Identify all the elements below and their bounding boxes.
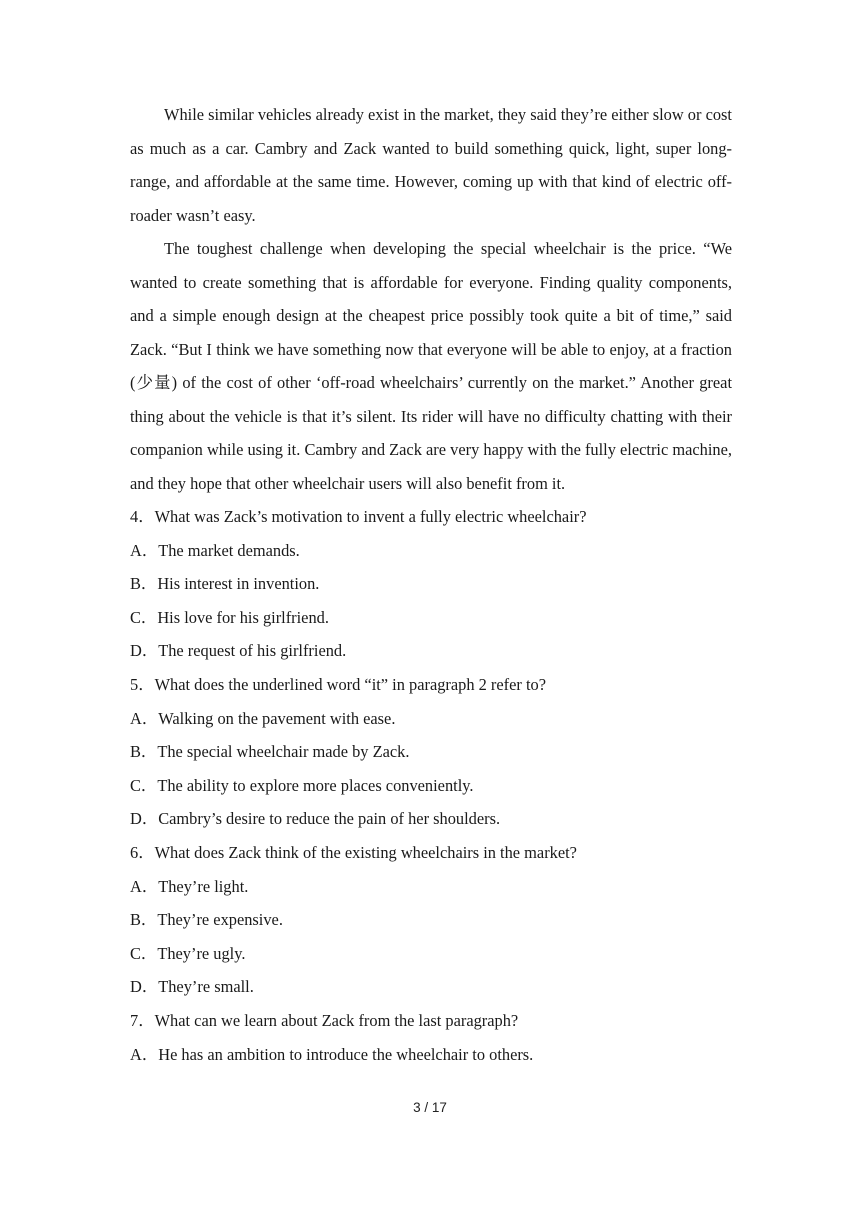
- answer-option: B．They’re expensive.: [130, 910, 283, 930]
- passage-paragraph: While similar vehicles already exist in the market, they said they’re either slow or cost as much as a car. Cambry and Zack wanted to build something quick, light, super long-range, and affordable at the same time. However, coming up with that kind of electric off-roader wasn’t easy.: [130, 105, 732, 225]
- answer-option: A．Walking on the pavement with ease.: [130, 708, 396, 728]
- question-6: [130, 836, 732, 1004]
- question-stem: 7．What can we learn about Zack from the last paragraph?: [130, 1010, 519, 1030]
- question-7: [130, 1004, 732, 1071]
- answer-option: B．His interest in invention.: [130, 574, 320, 594]
- answer-option: D．Cambry’s desire to reduce the pain of her shoulders.: [130, 809, 501, 829]
- answer-option: C．His love for his girlfriend.: [130, 607, 329, 627]
- answer-option: A．He has an ambition to introduce the wheelchair to others.: [130, 1044, 534, 1064]
- question-stem: 5．What does the underlined word “it” in paragraph 2 refer to?: [130, 674, 546, 694]
- answer-option: D．They’re small.: [130, 977, 254, 997]
- answer-option: A．They’re light.: [130, 876, 249, 896]
- question-5: [130, 668, 732, 836]
- answer-option: A．The market demands.: [130, 540, 300, 560]
- answer-option: C．The ability to explore more places conveniently.: [130, 775, 474, 795]
- passage-paragraph: The toughest challenge when developing the special wheelchair is the price. “We wanted to create something that is affordable for everyone. Finding quality components, and a simple enough design at the cheapest price possibly took quite a bit of time,” said Zack. “But I think we have something now that everyone will be able to enjoy, at a fraction (少量) of the cost of other ‘off-road wheelchairs’ currently on the market.” Another great thing about the vehicle is that it’s silent. Its rider will have no difficulty chatting with their companion while using it. Cambry and Zack are very happy with the fully electric machine, and they hope that other wheelchair users will also benefit from it.: [130, 239, 732, 493]
- document-page: [130, 98, 732, 1071]
- answer-option: B．The special wheelchair made by Zack.: [130, 742, 410, 762]
- page-number: 3 / 17: [413, 1100, 447, 1115]
- answer-option: C．They’re ugly.: [130, 943, 246, 963]
- answer-option: D．The request of his girlfriend.: [130, 641, 347, 661]
- question-stem: 6．What does Zack think of the existing wheelchairs in the market?: [130, 842, 577, 862]
- question-4: [130, 500, 732, 668]
- question-stem: 4．What was Zack’s motivation to invent a fully electric wheelchair?: [130, 507, 587, 526]
